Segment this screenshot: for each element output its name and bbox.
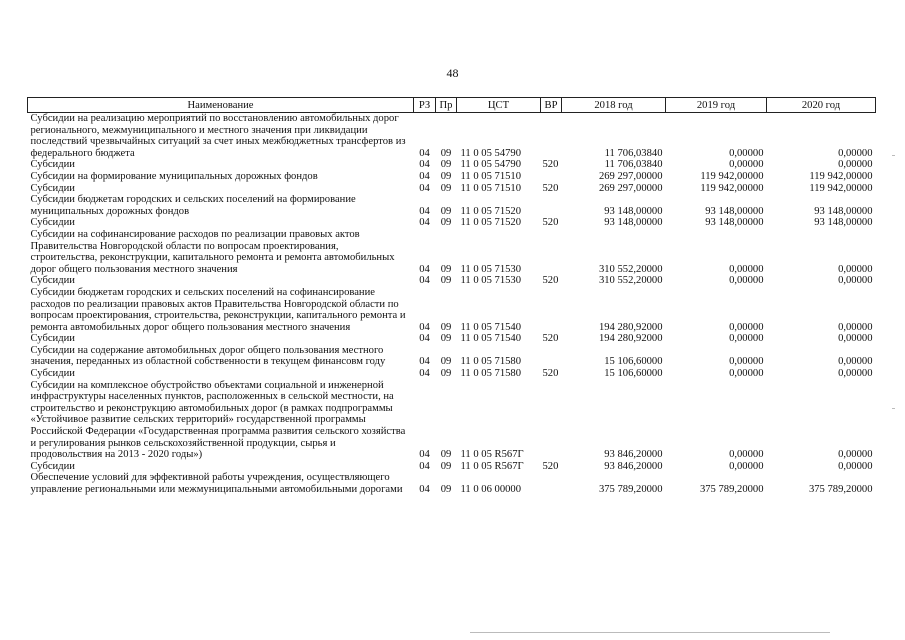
row-cst: 11 0 05 71540	[460, 333, 522, 345]
row-rz: 04	[419, 368, 430, 380]
row-rz: 04	[419, 147, 430, 159]
table-row	[28, 380, 876, 461]
row-2019: 0,00000	[729, 321, 764, 333]
row-2018: 93 846,20000	[604, 449, 663, 461]
row-rz: 04	[419, 460, 430, 472]
row-name: Субсидии	[30, 159, 75, 171]
row-2020: 93 148,00000	[814, 205, 873, 217]
row-name: Субсидии	[30, 333, 75, 345]
row-cst: 11 0 05 71530	[460, 263, 522, 275]
row-2018: 15 106,60000	[604, 356, 663, 368]
row-2019: 0,00000	[729, 368, 764, 380]
row-vr	[541, 229, 562, 275]
row-cst: 11 0 05 R567Г	[460, 449, 524, 461]
row-name: Субсидии на содержание автомобильных дорог общего пользования местного значения, переданных из областной собственности в текущем финансовм году	[30, 344, 386, 368]
column-header-cst: ЦСТ	[457, 98, 541, 113]
row-2019: 119 942,00000	[700, 182, 764, 194]
row-name: Субсидии	[30, 460, 75, 472]
table-row	[28, 472, 876, 495]
budget-table	[27, 97, 876, 496]
table-row	[28, 194, 876, 217]
row-pr: 09	[440, 182, 452, 194]
row-rz: 04	[419, 484, 430, 495]
row-2020: 0,00000	[838, 147, 873, 159]
table-row	[28, 368, 876, 380]
row-2018: 310 552,20000	[598, 263, 663, 275]
bottom-rule	[470, 632, 830, 633]
row-rz: 04	[419, 356, 430, 368]
row-pr: 09	[440, 263, 452, 275]
row-2019: 119 942,00000	[700, 170, 764, 182]
row-2019: 0,00000	[729, 333, 764, 345]
row-2019: 0,00000	[729, 460, 764, 472]
row-2018: 375 789,20000	[598, 484, 663, 495]
row-2020: 93 148,00000	[814, 217, 873, 229]
column-header-pr: Пр	[436, 98, 457, 113]
table-row	[28, 333, 876, 345]
table-row	[28, 275, 876, 287]
row-2020: 0,00000	[838, 356, 873, 368]
row-vr: 520	[542, 460, 559, 472]
row-cst: 11 0 05 71520	[460, 205, 522, 217]
row-2019: 93 148,00000	[705, 217, 764, 229]
table-row	[28, 217, 876, 229]
row-2020: 0,00000	[838, 333, 873, 345]
row-2019: 0,00000	[729, 159, 764, 171]
row-vr	[541, 472, 562, 495]
row-pr: 09	[440, 356, 452, 368]
row-name: Субсидии на реализацию мероприятий по восстановлению автомобильных дорог регионального, межмуниципального и местного значения при ликвидации последствий чрезвычайных ситуаций за счет иных межбюджетных трансфертов из федерального бюджета	[30, 113, 406, 159]
row-2019: 0,00000	[729, 147, 764, 159]
row-rz: 04	[419, 263, 430, 275]
row-cst: 11 0 05 71530	[460, 275, 522, 287]
column-header-2018: 2018 год	[562, 98, 666, 113]
row-cst: 11 0 05 71580	[460, 356, 522, 368]
row-pr: 09	[440, 368, 452, 380]
page-number: 48	[446, 66, 459, 80]
row-cst: 11 0 05 71520	[460, 217, 522, 229]
row-2018: 93 148,00000	[604, 217, 663, 229]
row-2020: 119 942,00000	[809, 170, 873, 182]
row-2018: 93 148,00000	[604, 205, 663, 217]
row-pr: 09	[440, 449, 452, 461]
row-cst: 11 0 06 00000	[460, 484, 522, 495]
row-2020: 375 789,20000	[808, 484, 873, 495]
column-header-2019: 2019 год	[666, 98, 767, 113]
column-header-rz: РЗ	[414, 98, 436, 113]
row-rz: 04	[419, 449, 430, 461]
row-cst: 11 0 05 71510	[460, 170, 522, 182]
column-header-2020: 2020 год	[767, 98, 876, 113]
row-2020: 0,00000	[838, 321, 873, 333]
row-cst: 11 0 05 71510	[460, 182, 522, 194]
row-rz: 04	[419, 275, 430, 287]
table-row	[28, 345, 876, 368]
column-header-name: Наименование	[28, 98, 414, 113]
table-row	[28, 159, 876, 171]
row-rz: 04	[419, 182, 430, 194]
row-vr: 520	[542, 368, 559, 380]
row-name: Субсидии	[30, 368, 75, 380]
row-name: Субсидии бюджетам городских и сельских поселений на формирование муниципальных дорожных фондов	[30, 194, 356, 217]
row-name: Субсидии на софинансирование расходов по реализации правовых актов Правительства Новгородской области по вопросам проектирования, строительства, реконструкции, капитального ремонта и ремонта автомобильных дорог общего пользования местного значения	[30, 228, 395, 275]
row-name: Субсидии на комплексное обустройство объектами социальной и инженерной инфраструктуры населенных пунктов, расположенных в сельской местности, на строительство и реконструкцию автомобильных дорог (в рамках подпрограммы «Устойчивое развитие сельских территорий» государственной программы Российской Федерации «Государственная программа развития сельского хозяйства и регулирования рынков сельскохозяйственной продукции, сырья и продовольствия на 2013 - 2020 годы»)	[30, 379, 406, 461]
table-row	[28, 183, 876, 195]
row-rz: 04	[419, 170, 430, 182]
row-2020: 0,00000	[838, 275, 873, 287]
row-pr: 09	[440, 205, 452, 217]
row-vr	[541, 194, 562, 217]
table-row	[28, 113, 876, 160]
table-row	[28, 171, 876, 183]
row-name: Обеспечение условий для эффективной работы учреждения, осуществляющего управление региональными или межмуниципальными автомобильными дорогами	[30, 472, 403, 495]
row-vr: 520	[542, 217, 559, 229]
row-name: Субсидии бюджетам городских и сельских поселений на софинансирование расходов по реализации правовых актов Правительства Новгородской области по вопросам проектирования, строительства, реконструкции, капитального ремонта и ремонта автомобильных дорог общего пользования местного значения	[30, 286, 406, 333]
row-2020: 0,00000	[838, 368, 873, 380]
table-body	[28, 113, 876, 496]
row-2019: 0,00000	[729, 356, 764, 368]
row-2019: 375 789,20000	[699, 484, 764, 495]
row-pr: 09	[440, 321, 452, 333]
row-vr	[541, 287, 562, 333]
row-pr: 09	[440, 275, 452, 287]
row-2020: 0,00000	[838, 263, 873, 275]
row-name: Субсидии на формирование муниципальных дорожных фондов	[30, 170, 318, 182]
row-cst: 11 0 05 R567Г	[460, 460, 524, 472]
row-name: Субсидии	[30, 275, 75, 287]
row-name: Субсидии	[30, 182, 75, 194]
row-pr: 09	[440, 170, 452, 182]
row-2019: 0,00000	[729, 275, 764, 287]
row-cst: 11 0 05 71580	[460, 368, 522, 380]
table-row	[28, 229, 876, 275]
row-pr: 09	[440, 217, 452, 229]
row-2019: 93 148,00000	[705, 205, 764, 217]
row-2018: 11 706,03840	[604, 147, 663, 159]
row-name: Субсидии	[30, 217, 75, 229]
row-vr	[541, 345, 562, 368]
row-2018: 15 106,60000	[604, 368, 663, 380]
table-row	[28, 287, 876, 333]
row-vr	[541, 171, 562, 183]
row-vr: 520	[542, 333, 559, 345]
row-vr: 520	[542, 182, 559, 194]
table-row	[28, 461, 876, 473]
row-rz: 04	[419, 333, 430, 345]
row-pr: 09	[440, 147, 452, 159]
row-2018: 269 297,00000	[598, 170, 663, 182]
row-cst: 11 0 05 54790	[460, 147, 522, 159]
row-2020: 0,00000	[838, 460, 873, 472]
row-rz: 04	[419, 321, 430, 333]
row-2018: 194 280,92000	[598, 333, 663, 345]
row-2018: 310 552,20000	[598, 275, 663, 287]
row-pr: 09	[440, 333, 452, 345]
row-pr: 09	[440, 159, 452, 171]
scan-speck	[892, 155, 895, 156]
row-rz: 04	[419, 159, 430, 171]
row-2020: 0,00000	[838, 159, 873, 171]
row-2020: 119 942,00000	[809, 182, 873, 194]
row-2018: 194 280,92000	[598, 321, 663, 333]
column-header-vr: ВР	[541, 98, 562, 113]
row-2018: 269 297,00000	[598, 182, 663, 194]
row-vr	[541, 380, 562, 461]
row-pr: 09	[440, 460, 452, 472]
row-2018: 93 846,20000	[604, 460, 663, 472]
row-rz: 04	[419, 217, 430, 229]
row-vr: 520	[542, 159, 559, 171]
row-vr: 520	[542, 275, 559, 287]
row-2019: 0,00000	[729, 449, 764, 461]
row-rz: 04	[419, 205, 430, 217]
row-2020: 0,00000	[838, 449, 873, 461]
scan-speck	[892, 408, 895, 409]
row-2018: 11 706,03840	[604, 159, 663, 171]
row-2019: 0,00000	[729, 263, 764, 275]
row-cst: 11 0 05 71540	[460, 321, 522, 333]
table-header	[28, 98, 876, 113]
row-cst: 11 0 05 54790	[460, 159, 522, 171]
row-pr: 09	[440, 484, 452, 495]
row-vr	[541, 113, 562, 160]
